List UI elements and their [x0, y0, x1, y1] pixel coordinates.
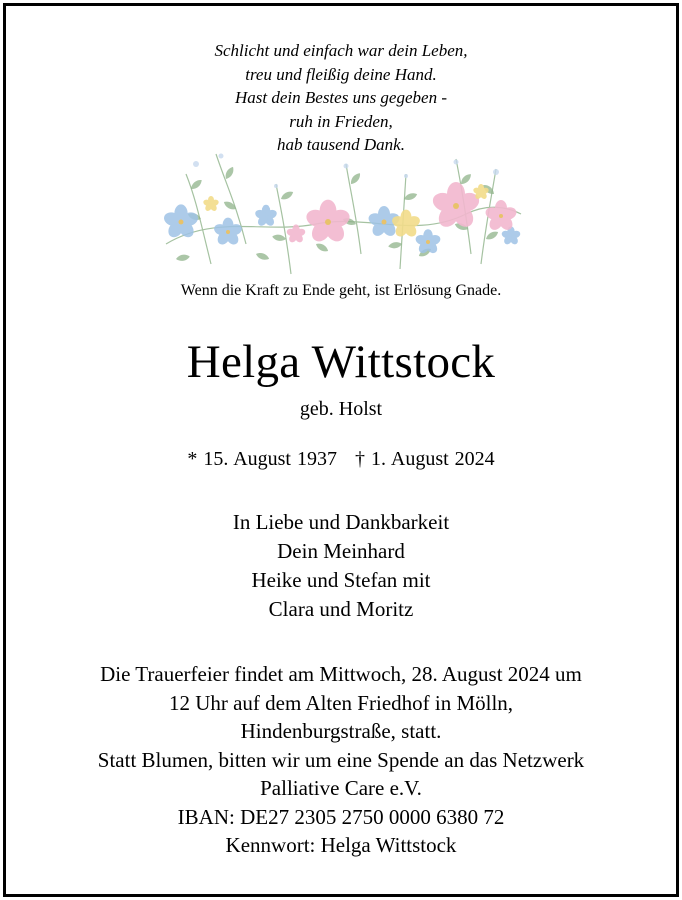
- info-line: Hindenburgstraße, statt.: [240, 719, 442, 743]
- obituary-notice: [3, 3, 679, 897]
- poem-line: hab tausend Dank.: [277, 135, 405, 154]
- info-line: Statt Blumen, bitten wir um eine Spende an das Netzwerk: [97, 747, 585, 772]
- poem-line: ruh in Frieden,: [289, 111, 393, 131]
- iban-line: IBAN: DE27 2305 2750 0000 6380 72: [177, 804, 505, 829]
- mourners-line: In Liebe und Dankbarkeit: [232, 510, 450, 534]
- floral-garland-illustration: [156, 144, 526, 280]
- birth-date: * 15. August 1937: [187, 448, 337, 470]
- keyword-line: Kennwort: Helga Wittstock: [225, 833, 457, 857]
- death-date: † 1. August 2024: [355, 448, 495, 470]
- info-line: 12 Uhr auf dem Alten Friedhof in Mölln,: [168, 690, 514, 715]
- poem-line: treu und fleißig deine Hand.: [245, 64, 437, 84]
- info-line: Die Trauerfeier findet am Mittwoch, 28. August 2024 um: [100, 662, 582, 686]
- deceased-name: Helga Wittstock: [186, 336, 496, 388]
- poem: [6, 39, 676, 157]
- mourners-line: Clara und Moritz: [268, 597, 414, 621]
- birth-name: geb. Holst: [299, 398, 383, 420]
- mourners-line: Heike und Stefan mit: [251, 568, 431, 592]
- poem-line: Hast dein Bestes uns gegeben -: [235, 88, 447, 107]
- mourners-line: Dein Meinhard: [277, 539, 405, 563]
- life-dates: [6, 446, 676, 472]
- info-line: Palliative Care e.V.: [260, 776, 422, 800]
- poem-line: Schlicht und einfach war dein Leben,: [214, 41, 468, 60]
- funeral-info: [6, 660, 676, 860]
- mourners: [6, 508, 676, 624]
- motto: Wenn die Kraft zu Ende geht, ist Erlösung Gnade.: [180, 282, 502, 299]
